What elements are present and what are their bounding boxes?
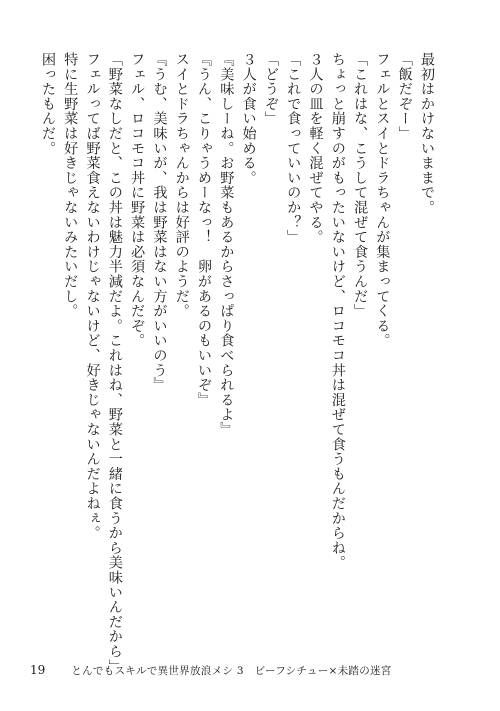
text-line: 『うん、こりゃうめーなっ！ 卵があるのもいいぞ』 [196, 52, 213, 408]
text-line: フェルってば野菜食えないわけじゃないけど、好きじゃないんだよねぇ。 [84, 52, 101, 541]
text-line: 「これで食っていいのか？」 [285, 52, 302, 245]
text-line: フェル、ロコモコ丼に野菜は必須なんだぞ。 [129, 52, 146, 348]
text-line: 最初はかけないままで。 [419, 52, 435, 215]
page-footer [30, 662, 392, 678]
text-line: スイとドラちゃんからは好評のようだ。 [173, 52, 190, 319]
text-line: 「飯だぞー」 [396, 52, 413, 141]
text-line: ちょっと崩すのがもったいないけど、ロコモコ丼は混ぜて食うもんだからね。 [329, 52, 346, 570]
text-line: 特に生野菜は好きじゃないみたいだし。 [62, 52, 79, 319]
text-line: 「野菜なしだと、この丼は魅力半減だよ。これはね、野菜と一緒に食うから美味いんだから」 [106, 52, 123, 674]
text-line: 「どうぞ」 [262, 52, 279, 126]
text-line: 『うむ、美味いが、我は野菜はない方がいいのう』 [151, 52, 168, 393]
text-line: ３人が食い始める。 [240, 52, 257, 186]
text-line: ３人の皿を軽く混ぜてやる。 [307, 52, 324, 245]
text-line: 「これはな、こうして混ぜて食うんだ」 [352, 52, 369, 319]
text-line: 『美味しーね。お野菜もあるからさっぱり食べられるよ』 [218, 52, 235, 437]
page-number: 19 [30, 663, 46, 677]
text-line: フェルとスイとドラちゃんが集まってくる。 [374, 52, 391, 348]
text-line: 困ったもんだ。 [39, 52, 56, 156]
running-title: とんでもスキルで異世界放浪メシ 3 ビーフシチュー×未踏の迷宮 [71, 664, 392, 677]
